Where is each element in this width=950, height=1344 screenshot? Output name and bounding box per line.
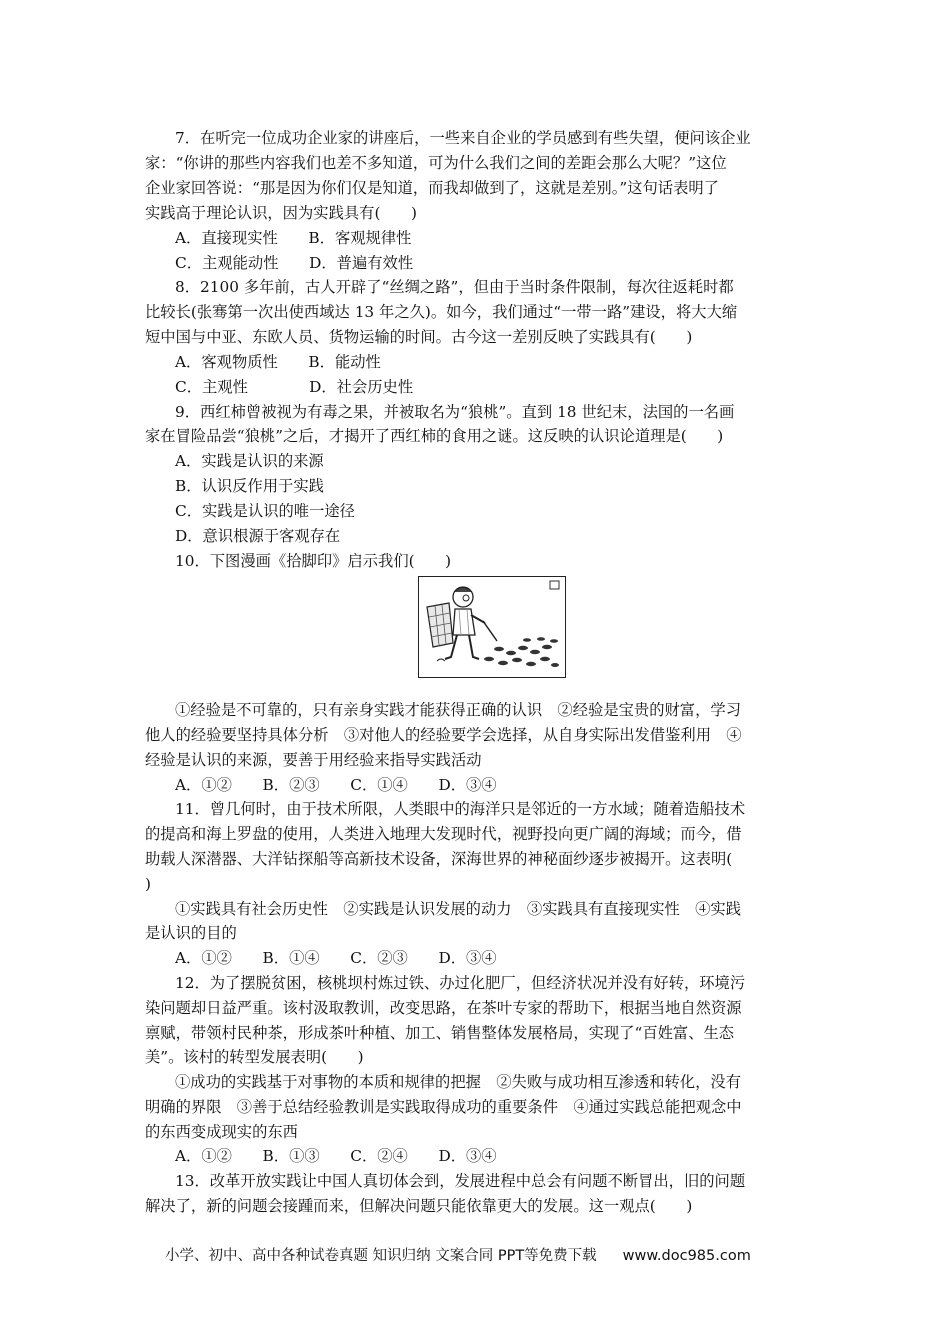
q10-line-1: 10．下图漫画《拾脚印》启示我们( ) [175,552,452,570]
q12-line-1: 12．为了摆脱贫困，核桃坝村炼过铁、办过化肥厂，但经济状况并没有好转，环境污 [175,974,746,992]
q11-statement-1: ①实践具有社会历史性 ②实践是认识发展的动力 ③实践具有直接现实性 ④实践 [175,900,741,918]
q11-line-4: ) [145,875,151,893]
q8-options-1: A．客观物质性 B．能动性 [175,353,381,371]
q12-statement-1: ①成功的实践基于对事物的本质和规律的把握 ②失败与成功相互渗透和转化，没有 [175,1073,741,1091]
q7-line-1: 7．在听完一位成功企业家的讲座后，一些来自企业的学员感到有些失望，便问该企业 [175,129,751,147]
q12-line-2: 染问题却日益严重。该村汲取教训，改变思路，在茶叶专家的帮助下，根据当地自然资源 [145,999,742,1017]
q7-options-1: A．直接现实性 B．客观规律性 [175,229,412,247]
page-footer [165,1244,751,1265]
q11-line-2: 的提高和海上罗盘的使用，人类进入地理大发现时代，视野投向更广阔的海域；而今，借 [145,825,742,843]
q7-line-2: 家：“你讲的那些内容我们也差不多知道，可为什么我们之间的差距会那么大呢？”这位 [145,154,727,172]
q8-line-2: 比较长(张骞第一次出使西域达 13 年之久)。如今，我们通过“一带一路”建设，将大大缩 [145,303,738,321]
q9-line-2: 家在冒险品尝“狼桃”之后，才揭开了西红柿的食用之谜。这反映的认识论道理是( ) [145,427,724,445]
q11-statement-2: 是认识的目的 [145,924,237,942]
q7-options-2: C．主观能动性 D．普遍有效性 [175,254,414,272]
cartoon-image [418,576,566,678]
q13-line-2: 解决了，新的问题会接踵而来，但解决问题只能依靠更大的发展。这一观点( ) [145,1197,693,1215]
q12-statement-3: 的东西变成现实的东西 [145,1123,298,1141]
q8-line-3: 短中国与中亚、东欧人员、货物运输的时间。古今这一差别反映了实践具有( ) [145,328,693,346]
q12-line-4: 美”。该村的转型发展表明( ) [145,1048,364,1066]
q9-option-d: D．意识根源于客观存在 [175,527,341,545]
q10-statement-1: ①经验是不可靠的，只有亲身实践才能获得正确的认识 ②经验是宝贵的财富，学习 [175,701,741,719]
q9-option-c: C．实践是认识的唯一途径 [175,502,355,520]
q7-line-4: 实践高于理论认识，因为实践具有( ) [145,204,417,222]
q8-options-2: C．主观性 D．社会历史性 [175,378,414,396]
q12-statement-2: 明确的界限 ③善于总结经验教训是实践取得成功的重要条件 ④通过实践总能把观念中 [145,1098,742,1116]
q8-line-1: 8．2100 多年前，古人开辟了“丝绸之路”，但由于当时条件限制，每次往返耗时都 [175,278,734,296]
q11-line-3: 助载人深潜器、大洋钻探船等高新技术设备，深海世界的神秘面纱逐步被揭开。这表明( [145,850,733,868]
footer-text: 小学、初中、高中各种试卷真题 知识归纳 文案合同 PPT等免费下载 [165,1248,597,1264]
q11-line-1: 11．曾几何时，由于技术所限，人类眼中的海洋只是邻近的一方水域；随着造船技术 [175,800,746,818]
q9-option-b: B．认识反作用于实践 [175,477,324,495]
q12-options: A．①② B．①③ C．②④ D．③④ [175,1147,497,1165]
q7-line-3: 企业家回答说：“那是因为你们仅是知道，而我却做到了，这就是差别。”这句话表明了 [145,179,719,197]
q10-statement-2: 他人的经验要坚持具体分析 ③对他人的经验要学会选择，从自身实际出发借鉴利用 ④ [145,726,742,744]
q9-option-a: A．实践是认识的来源 [175,452,324,470]
q13-line-1: 13．改革开放实践让中国人真切体会到，发展进程中总会有问题不断冒出，旧的问题 [175,1172,746,1190]
q9-line-1: 9．西红柿曾被视为有毒之果，并被取名为“狼桃”。直到 18 世纪末，法国的一名画 [175,403,735,421]
q11-options: A．①② B．①④ C．②③ D．③④ [175,949,497,967]
q12-line-3: 禀赋，带领村民种茶，形成茶叶种植、加工、销售整体发展格局，实现了“百姓富、生态 [145,1024,735,1042]
q10-statement-3: 经验是认识的来源，要善于用经验来指导实践活动 [145,751,482,769]
footer-url-link[interactable]: www.doc985.com [622,1248,751,1264]
cartoon-drawing [419,577,564,676]
q10-options: A．①② B．②③ C．①④ D．③④ [175,776,497,794]
